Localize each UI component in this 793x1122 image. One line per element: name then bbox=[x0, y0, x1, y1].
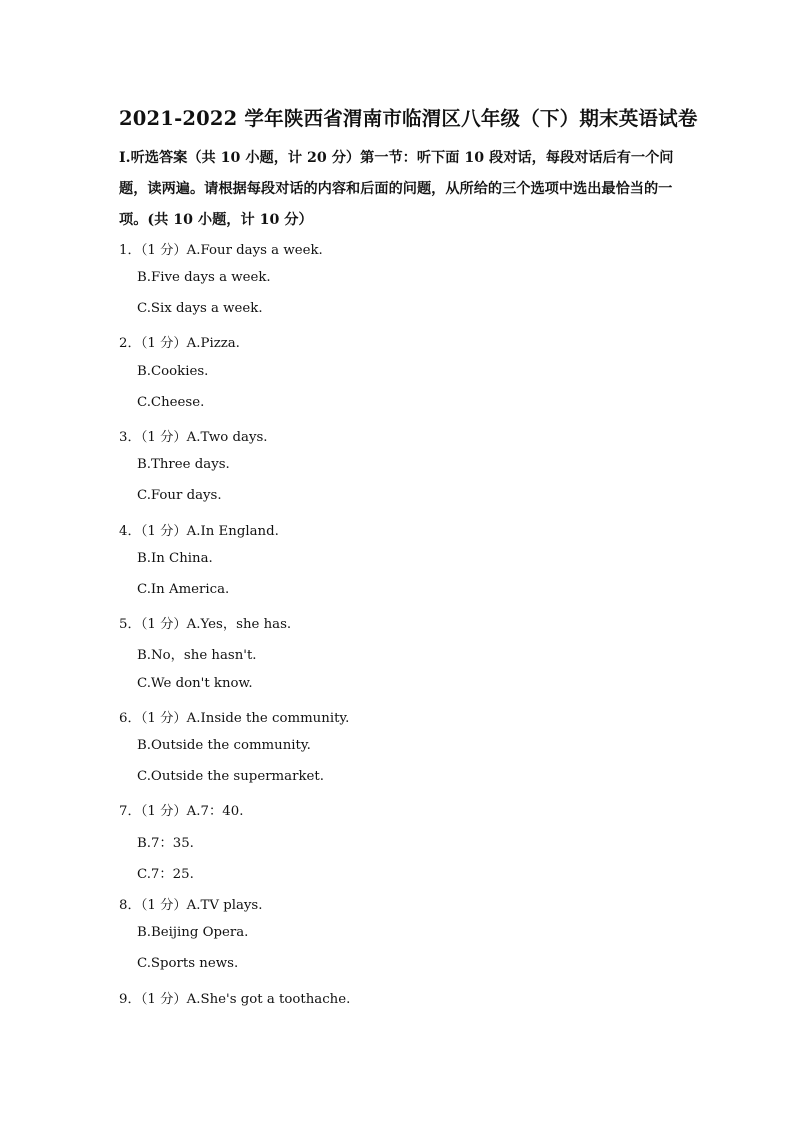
question-8-option-b: B.Beijing Opera. bbox=[137, 925, 249, 940]
question-3-option-a: 3．（1 分）A.Two days. bbox=[119, 430, 268, 445]
question-1-option-b: B.Five days a week. bbox=[137, 270, 271, 285]
question-3-option-c: C.Four days. bbox=[137, 488, 222, 503]
question-4-option-b: B.In China. bbox=[137, 551, 213, 566]
question-6-option-a: 6．（1 分）A.Inside the community. bbox=[119, 711, 350, 726]
question-7-option-c: C.7：25. bbox=[137, 867, 194, 882]
question-6-option-c: C.Outside the supermarket. bbox=[137, 769, 324, 784]
question-3-option-b: B.Three days. bbox=[137, 457, 230, 472]
question-5-option-b: B.No，she hasn't. bbox=[137, 648, 257, 663]
question-5-option-a: 5．（1 分）A.Yes，she has. bbox=[119, 617, 292, 632]
question-7-option-a: 7．（1 分）A.7：40. bbox=[119, 804, 244, 819]
question-1-option-a: 1．（1 分）A.Four days a week. bbox=[119, 243, 323, 258]
question-1-option-c: C.Six days a week. bbox=[137, 301, 263, 316]
question-8-option-c: C.Sports news. bbox=[137, 956, 239, 971]
question-7-option-b: B.7：35. bbox=[137, 836, 194, 851]
question-4-option-a: 4．（1 分）A.In England. bbox=[119, 524, 279, 539]
section-heading: I.听选答案（共 10 小题，计 20 分）第一节：听下面 10 段对话，每段对话后有一个问题，读两遍。请根据每段对话的内容和后面的问题，从所给的三个选项中选出最恰当的一项。(共 10 小题，计 10 分） bbox=[119, 150, 674, 228]
question-8-option-a: 8．（1 分）A.TV plays. bbox=[119, 898, 263, 913]
question-6-option-b: B.Outside the community. bbox=[137, 738, 311, 753]
question-2-option-a: 2．（1 分）A.Pizza. bbox=[119, 336, 240, 351]
question-5-option-c: C.We don't know. bbox=[137, 676, 253, 691]
question-4-option-c: C.In America. bbox=[137, 582, 230, 597]
question-2-option-c: C.Cheese. bbox=[137, 395, 205, 410]
question-2-option-b: B.Cookies. bbox=[137, 364, 209, 379]
question-9-option-a: 9．（1 分）A.She's got a toothache. bbox=[119, 992, 351, 1007]
exam-title: 2021-2022 学年陕西省渭南市临渭区八年级（下）期末英语试卷 bbox=[119, 107, 698, 130]
